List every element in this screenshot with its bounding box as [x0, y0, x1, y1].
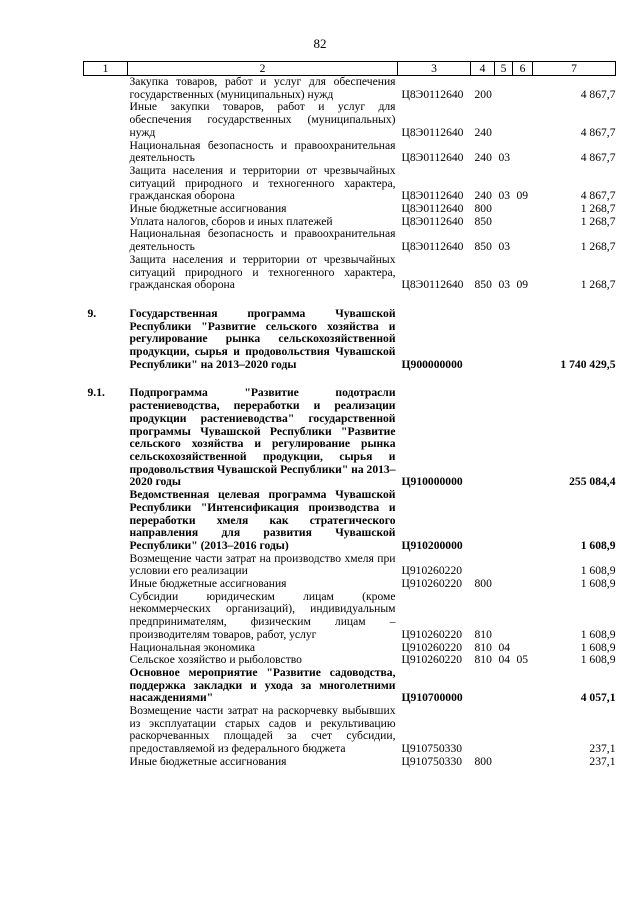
row-number [84, 578, 128, 591]
table-row [84, 101, 616, 139]
row-section: 03 [498, 189, 511, 203]
table-row [84, 387, 616, 489]
row-number [84, 76, 128, 102]
row-section [495, 667, 513, 705]
table-row [84, 203, 616, 216]
row-number [84, 203, 128, 216]
row-description: Возмещение части затрат на производство хмеля при условии его реализации [129, 551, 396, 578]
row-target-code: Ц910700000 [401, 691, 463, 705]
row-amount: 1 268,7 [580, 278, 616, 292]
row-target-code: Ц910260220 [401, 653, 463, 667]
row-subsection [513, 308, 533, 372]
row-section: 03 [498, 151, 511, 165]
row-amount: 255 084,4 [569, 475, 616, 489]
row-expense-type: 800 [474, 754, 492, 768]
row-number [84, 654, 128, 667]
row-description: Иные закупки товаров, работ и услуг для обеспечения государственных (муниципальных) нужд [129, 100, 396, 139]
row-section [495, 553, 513, 578]
row-amount: 1 608,9 [580, 577, 616, 591]
spacer-cell [84, 371, 616, 387]
row-amount: 237,1 [589, 742, 616, 756]
row-section [495, 216, 513, 229]
row-expense-type: 810 [474, 627, 492, 641]
row-amount: 1 608,9 [580, 564, 616, 578]
row-amount: 1 608,9 [580, 640, 616, 654]
row-amount: 4 867,7 [580, 87, 616, 101]
header-cell-1: 1 [84, 62, 128, 76]
row-expense-type [471, 667, 495, 705]
row-description: Иные бюджетные ассигнования [129, 202, 287, 216]
spacer-cell [84, 292, 616, 308]
row-number [84, 254, 128, 292]
spacer-row [84, 292, 616, 308]
row-section [495, 387, 513, 489]
row-section [495, 489, 513, 553]
header-cell-7: 7 [533, 62, 616, 76]
row-number [84, 667, 128, 705]
row-section: 03 [498, 278, 511, 292]
row-number [84, 165, 128, 203]
row-target-code: Ц8Э0112640 [401, 214, 464, 228]
table-row [84, 553, 616, 578]
row-target-code: Ц8Э0112640 [401, 240, 464, 254]
row-expense-type: 800 [474, 577, 492, 591]
row-section [495, 591, 513, 642]
row-number [84, 642, 128, 655]
row-subsection [513, 140, 533, 165]
table-row [84, 165, 616, 203]
table-row [84, 667, 616, 705]
row-target-code: Ц8Э0112640 [401, 202, 464, 216]
row-description: Государственная программа Чувашской Республики "Развитие сельского хозяйства и регулирование рынка сельскохозяйственной продукции, сырья и продовольствия Чувашской Республики" на 2013–2020 годы [129, 306, 396, 371]
row-subsection [513, 756, 533, 769]
table-row [84, 756, 616, 769]
row-amount: 1 608,9 [580, 653, 616, 667]
row-number [84, 489, 128, 553]
row-subsection [513, 228, 533, 253]
row-number [84, 101, 128, 139]
row-target-code: Ц910260220 [401, 564, 463, 578]
row-target-code: Ц910200000 [401, 538, 463, 552]
row-target-code: Ц910260220 [401, 627, 463, 641]
row-target-code: Ц8Э0112640 [401, 189, 464, 203]
row-section [495, 76, 513, 102]
table-row [84, 308, 616, 372]
row-description: Основное мероприятие "Развитие садоводства, поддержка закладки и ухода за многолетними насаждениями" [129, 665, 396, 705]
row-amount: 1 268,7 [580, 202, 616, 216]
row-expense-type: 810 [474, 640, 492, 654]
row-section [495, 578, 513, 591]
table-row [84, 76, 616, 102]
row-target-code: Ц8Э0112640 [401, 278, 464, 292]
row-target-code: Ц8Э0112640 [401, 151, 464, 165]
header-cell-4: 4 [471, 62, 495, 76]
table-body [84, 76, 616, 769]
row-subsection [513, 591, 533, 642]
row-subsection [513, 553, 533, 578]
row-description: Национальная безопасность и правоохранительная деятельность [129, 138, 396, 165]
row-amount: 1 608,9 [580, 627, 616, 641]
row-amount: 237,1 [589, 754, 616, 768]
row-number [84, 705, 128, 756]
row-expense-type: 200 [474, 87, 492, 101]
row-description: Возмещение части затрат на раскорчевку выбывших из эксплуатации старых садов и рекультивацию раскорчеванных площадей за счет субсидии, предоставляемой из федерального бюджета [129, 704, 396, 756]
budget-table [83, 61, 616, 769]
row-subsection [513, 101, 533, 139]
row-number [84, 140, 128, 165]
budget-table-container [83, 61, 615, 769]
row-section: 04 [498, 640, 511, 654]
row-description: Иные бюджетные ассигнования [129, 577, 287, 591]
row-target-code: Ц910750330 [401, 742, 463, 756]
row-expense-type: 800 [474, 202, 492, 216]
row-subsection [513, 667, 533, 705]
row-expense-type: 850 [474, 278, 492, 292]
header-cell-2: 2 [128, 62, 398, 76]
row-subsection [513, 705, 533, 756]
row-description: Закупка товаров, работ и услуг для обеспечения государственных (муниципальных) нужд [129, 75, 396, 101]
table-row [84, 489, 616, 553]
row-subsection [513, 203, 533, 216]
row-subsection [513, 216, 533, 229]
row-target-code: Ц8Э0112640 [401, 125, 464, 139]
table-row [84, 578, 616, 591]
row-description: Национальная экономика [129, 640, 256, 654]
header-cell-6: 6 [513, 62, 533, 76]
row-amount: 1 268,7 [580, 240, 616, 254]
row-subsection: 09 [516, 189, 529, 203]
row-amount: 4 057,1 [580, 691, 616, 705]
row-expense-type: 240 [474, 125, 492, 139]
row-target-code: Ц8Э0112640 [401, 87, 464, 101]
row-subsection [513, 578, 533, 591]
spacer-row [84, 371, 616, 387]
row-target-code: Ц910750330 [401, 754, 463, 768]
row-number [84, 553, 128, 578]
row-description: Ведомственная целевая программа Чувашской Республики "Интенсификация производства и переработки хмеля как стратегического направления для развития Чувашской Республики" (2013–2016 годы) [129, 488, 396, 552]
row-amount: 4 867,7 [580, 189, 616, 203]
row-subsection [513, 387, 533, 489]
row-section [495, 203, 513, 216]
row-description: Уплата налогов, сборов и иных платежей [129, 214, 333, 228]
row-target-code: Ц910260220 [401, 640, 463, 654]
row-section [495, 705, 513, 756]
table-row [84, 705, 616, 756]
row-section [495, 101, 513, 139]
row-number [84, 228, 128, 253]
table-row [84, 140, 616, 165]
row-expense-type: 810 [474, 653, 492, 667]
header-cell-5: 5 [495, 62, 513, 76]
page-number: 82 [313, 36, 327, 51]
row-expense-type [471, 387, 495, 489]
row-description: Защита населения и территории от чрезвычайных ситуаций природного и техногенного характера, гражданская оборона [129, 252, 396, 292]
table-row [84, 254, 616, 292]
row-subsection [513, 489, 533, 553]
row-expense-type: 850 [474, 240, 492, 254]
row-description: Национальная безопасность и правоохранительная деятельность [129, 227, 396, 254]
table-header [84, 62, 616, 76]
row-amount: 1 268,7 [580, 214, 616, 228]
row-expense-type [471, 489, 495, 553]
row-number [84, 591, 128, 642]
row-section: 03 [498, 240, 511, 254]
row-target-code: Ц910000000 [401, 475, 463, 489]
header-row [84, 62, 616, 76]
row-expense-type: 240 [474, 189, 492, 203]
row-description: Субсидии юридическим лицам (кроме некоммерческих организаций), индивидуальным предпринимателям, физическим лицам – производителям товаров, работ, услуг [129, 589, 396, 641]
row-section [495, 308, 513, 372]
row-subsection: 09 [516, 278, 529, 292]
row-target-code: Ц910260220 [401, 577, 463, 591]
row-subsection: 05 [516, 653, 529, 667]
row-number [84, 216, 128, 229]
row-number: 9.1. [87, 386, 105, 400]
row-description: Защита населения и территории от чрезвычайных ситуаций природного и техногенного характера, гражданская оборона [129, 163, 396, 203]
row-number [84, 756, 128, 769]
row-amount: 4 867,7 [580, 125, 616, 139]
row-target-code: Ц900000000 [401, 357, 463, 371]
row-subsection [513, 76, 533, 102]
row-description: Иные бюджетные ассигнования [129, 754, 287, 768]
table-row [84, 591, 616, 642]
row-amount: 1 608,9 [580, 538, 616, 552]
row-amount: 4 867,7 [580, 151, 616, 165]
row-amount: 1 740 429,5 [560, 357, 616, 371]
row-description: Подпрограмма "Развитие подотрасли растениеводства, переработки и реализации продукции растениеводства" государственной программы Чувашской Республики "Развитие сельского хозяйства и регулирование рынка сельскохозяйственной продукции, сырья и продовольствия Чувашской Республики" на 2013–2020 годы [129, 386, 396, 489]
header-cell-3: 3 [398, 62, 471, 76]
row-description: Сельское хозяйство и рыболовство [129, 653, 302, 667]
row-expense-type: 850 [474, 214, 492, 228]
row-expense-type [471, 705, 495, 756]
row-expense-type [471, 553, 495, 578]
row-expense-type: 240 [474, 151, 492, 165]
row-number: 9. [87, 306, 97, 320]
row-section [495, 756, 513, 769]
table-row [84, 228, 616, 253]
row-section: 04 [498, 653, 511, 667]
row-expense-type [471, 308, 495, 372]
